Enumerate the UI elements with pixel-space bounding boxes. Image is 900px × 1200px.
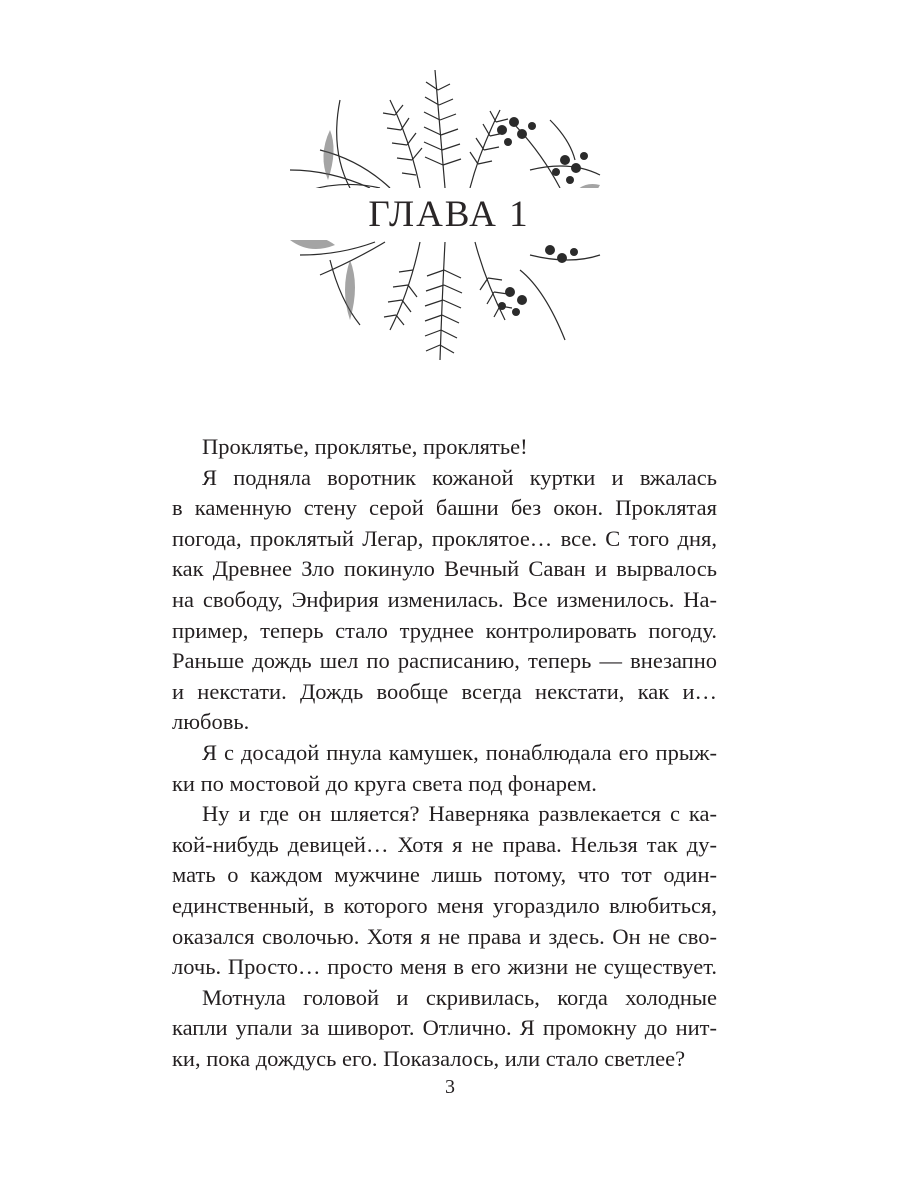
text-line: Мотнула головой и скривилась, когда холодные: [202, 984, 717, 1010]
text-line: как Древнее Зло покинуло Вечный Саван и вырвалось: [172, 556, 717, 582]
text-line: Я с досадой пнула камушек, понаблюдала его прыж-: [202, 739, 717, 765]
text-line: кой-нибудь девицей… Хотя я не права. Нельзя так ду-: [172, 831, 717, 857]
text-line: мать о каждом мужчине лишь потому, что тот один-: [172, 862, 717, 888]
text-line: любовь.: [172, 709, 250, 735]
text-line: ки по мостовой до круга света под фонарем.: [172, 770, 597, 796]
text-line: единственный, в которого меня угораздило влюбиться,: [172, 892, 717, 918]
text-line: оказался сволочью. Хотя я не права и здесь. Он не сво-: [172, 923, 717, 949]
text-line: пример, теперь стало труднее контролировать погоду.: [172, 617, 717, 643]
text-line: капли упали за шиворот. Отлично. Я промокну до нит-: [172, 1015, 717, 1041]
text-line: в каменную стену серой башни без окон. Проклятая: [172, 495, 717, 521]
text-line: Ну и где он шляется? Наверняка развлекается с ка-: [202, 801, 717, 827]
page-number: 3: [445, 1076, 455, 1098]
text-line: лочь. Просто… просто меня в его жизни не существует.: [172, 954, 717, 980]
chapter-title: ГЛАВА 1: [368, 193, 530, 235]
text-line: Проклятье, проклятье, проклятье!: [202, 434, 528, 459]
text-line: погода, проклятый Легар, проклятое… все. С того дня,: [172, 525, 717, 551]
text-line: Я подняла воротник кожаной куртки и вжалась: [202, 464, 717, 490]
body-text: [172, 432, 717, 1074]
text-line: на свободу, Энфирия изменилась. Все изменилось. На-: [172, 586, 717, 612]
chapter-title-band: [290, 188, 608, 240]
text-line: ки, пока дождусь его. Показалось, или стало светлее?: [172, 1045, 686, 1071]
text-line: и некстати. Дождь вообще всегда некстати, как и…: [172, 678, 717, 704]
text-line: Раньше дождь шел по расписанию, теперь — внезапно: [172, 648, 717, 674]
